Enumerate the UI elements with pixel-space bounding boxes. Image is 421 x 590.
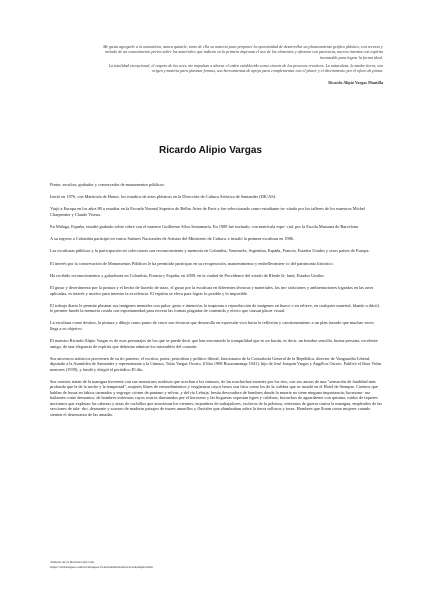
body-paragraph-9: El gusto y divertimento por la pintura y el hecho de hacerlo de trazo, el gusto por la escultura en diferentes técnicas y materiales, las ins- talaciones y ambientaciones logradas en las artes aplicadas, es interés y motivo para intentar la excelencia. El espíritu se eleva para lograr lo posible y lo imposible. (50, 285, 374, 296)
body-paragraph-10: El trabajo diario le permite plasmar sus imágenes mentales con pulso, gesto e intención, la impronta o reproducción de imágenes en hueco o en relieve, en cualquier material, blando o dúctil, le permite fundir la memoria cosida con espontaneidad para recrear las formas plagadas de contenido y efecto que causan placer visual. (50, 302, 380, 314)
body-paragraph-8: Ha recibido reconocimientos y galardones en Colombia, Francia y España; en 2008, en la ciudad de Providence del estado de Rhode Is- land, Estados Unidos. (50, 272, 325, 278)
body-paragraph-13: Sus ancestros artísticos provienen de su tío paterno, el escritor, poeta, periodista y político liberal, funcionario de la Contraloría General de la República, director de Vanguardia Liberal, diputado a la Asamblea de Santander y representante a la Cámara, Tulio Vargas Osorio, (Oiba 1908 Bucaramanga 1941), hijo de José Joaquín Vargas y Angélica Osorio. Publicó el libro Vidas menores (1939), y fundó y dirigió el periódico El día. (50, 355, 382, 372)
body-paragraph-11: La escultura como destino, la pintura y dibujo como punto de cruce son técnicas que desarrolla en expresión viva hacia la reflexión y caestionamiento a un plan trazado que muchas veces llega a su objetivo. (50, 320, 374, 331)
footnote-url-link[interactable]: https://revistaupes.com/revistaupes13-artistasinvitados/ricardoalipio.html (50, 564, 153, 569)
body-paragraph-7: El interés por la conservación de Monumentos Públicos le ha permitido participar en su recuperación, mantenimiento y embellecimien- to del patrimonio histórico. (50, 260, 334, 266)
footnote-source: Tomado de la Revista Upf.com. (50, 560, 95, 564)
epigraph-paragraph-1: Me gusta agregarle a la naturaleza, nunca quitarle, tomo de ella su materia para proponer la oportunidad de desarrollar un planteamiento gráfico plástico, con recurso y método de un conocimiento previo sobre los materiales que indican en la primera impronta el uso de los elementos y afrontar con paciencia, nuevos intentos con espíritu incansable para lograr la forma ideal. (102, 44, 383, 60)
body-paragraph-6: Las esculturas públicas y la participación en colecciones son reconocimiento y memoria en Colombia, Venezuela, Argentina, España, Francia, Estados Unidos y otros países de Europa. (50, 248, 370, 254)
page-title: Ricardo Alipio Vargas (159, 145, 262, 156)
body-paragraph-14: Sus cuentos tratan de la manigua hirviente con sus monstruos ruidosos que acechan a los intrusos, de las muchachas errantes por los ríos, con sus ansias de una "sensación de fatalidad más profunda que la de la noche y la tempestad", mujeres libres de remordimientos y vergüenzas cayos besos son fríos como los de la culebra que se instaló en el Hotel de Siempre. Cuentos que hablan de bosas en fabios carmados y segrega- ciones de pantano y selvas, y del río Lebrija, bestia devoradora de hombres donde la muerte no tiene ninguna importancia; kocmono- raz bailantes como demonios, de hombres enfermos cayos rostros iluminados por el keroseno y las hogueras sopostan tigres y culebras, borrachos de aguardiente con quinina, ruidos de tiquetes nocturnos que explotan las cabezas y zizas de cuchillos que atraviesan los vientres; enjambres de trabajadores, esclavos de la pobreza, veteranos de guerra contra la manigua, empleados de las secciones de tala- dro, desmonte y acarreo de maderas paisajes de mares amarillos y fluviales que alumbraban sobre la tierra sollozos y toses. Hombres que lloran como mujeres cuando sienten el desencanto de las amadas. (50, 378, 383, 417)
body-paragraph-2: Inició en 1976, con Matrícula de Honor, los estudios de artes plásticas en la Dirección de Cultura Artística de Santander (DICAS). (50, 194, 277, 200)
body-paragraph-1: Pintor, escultor, grabador y conservador de monumentos públicos. (50, 182, 165, 187)
body-paragraph-5: A su regreso a Colombia participó en varios Salones Nacionales de Artistas del Ministerio de Cultura, e instaló la primera escultura en 1986. (50, 236, 295, 242)
footnotes (50, 560, 383, 569)
epigraph-signature: Ricardo Alipio Vargas Mantilla (328, 80, 383, 86)
biography-body (50, 182, 383, 424)
body-paragraph-4: En Málaga, España, estudió grabado sobre cobre con el maestro Guillermo Silva Santamaría. En 1989 fue invitado, con matrícula espe- cial, por la Escola Massana de Barcelona. (50, 224, 360, 230)
epigraph-paragraph-2: La totalidad excepcional, el respeto de las aves, me impulsan a ahorar el orden establecido como ciencia de los procesos creativos. La naturaleza, la madre tierra, son origen y materia para plasmar formas, son herramientas de apoyo para complementar con el placer y el divertimento por el oficio de pintar. (108, 62, 383, 74)
epigraph (98, 44, 383, 89)
body-paragraph-3: Viajó a Europa en los años 80 a estudiar en la Escuela Normal Superior de Bellas Artes de Paris y fue seleccionado como estudiante in- vitado por los talleres de los maestros Michel Charpentier y Claude Viseux. (50, 206, 366, 217)
body-paragraph-12: El maestro Ricardo Alipio Vargas es de esos personajes de los que se puede decir que han encontrado la tranquilidad que es un bucán, es decir, un hombre sencillo, buena persona, excelente amigo, de una elegancia de espíritu que deberían admirar los miserables del corazón. (50, 338, 378, 349)
